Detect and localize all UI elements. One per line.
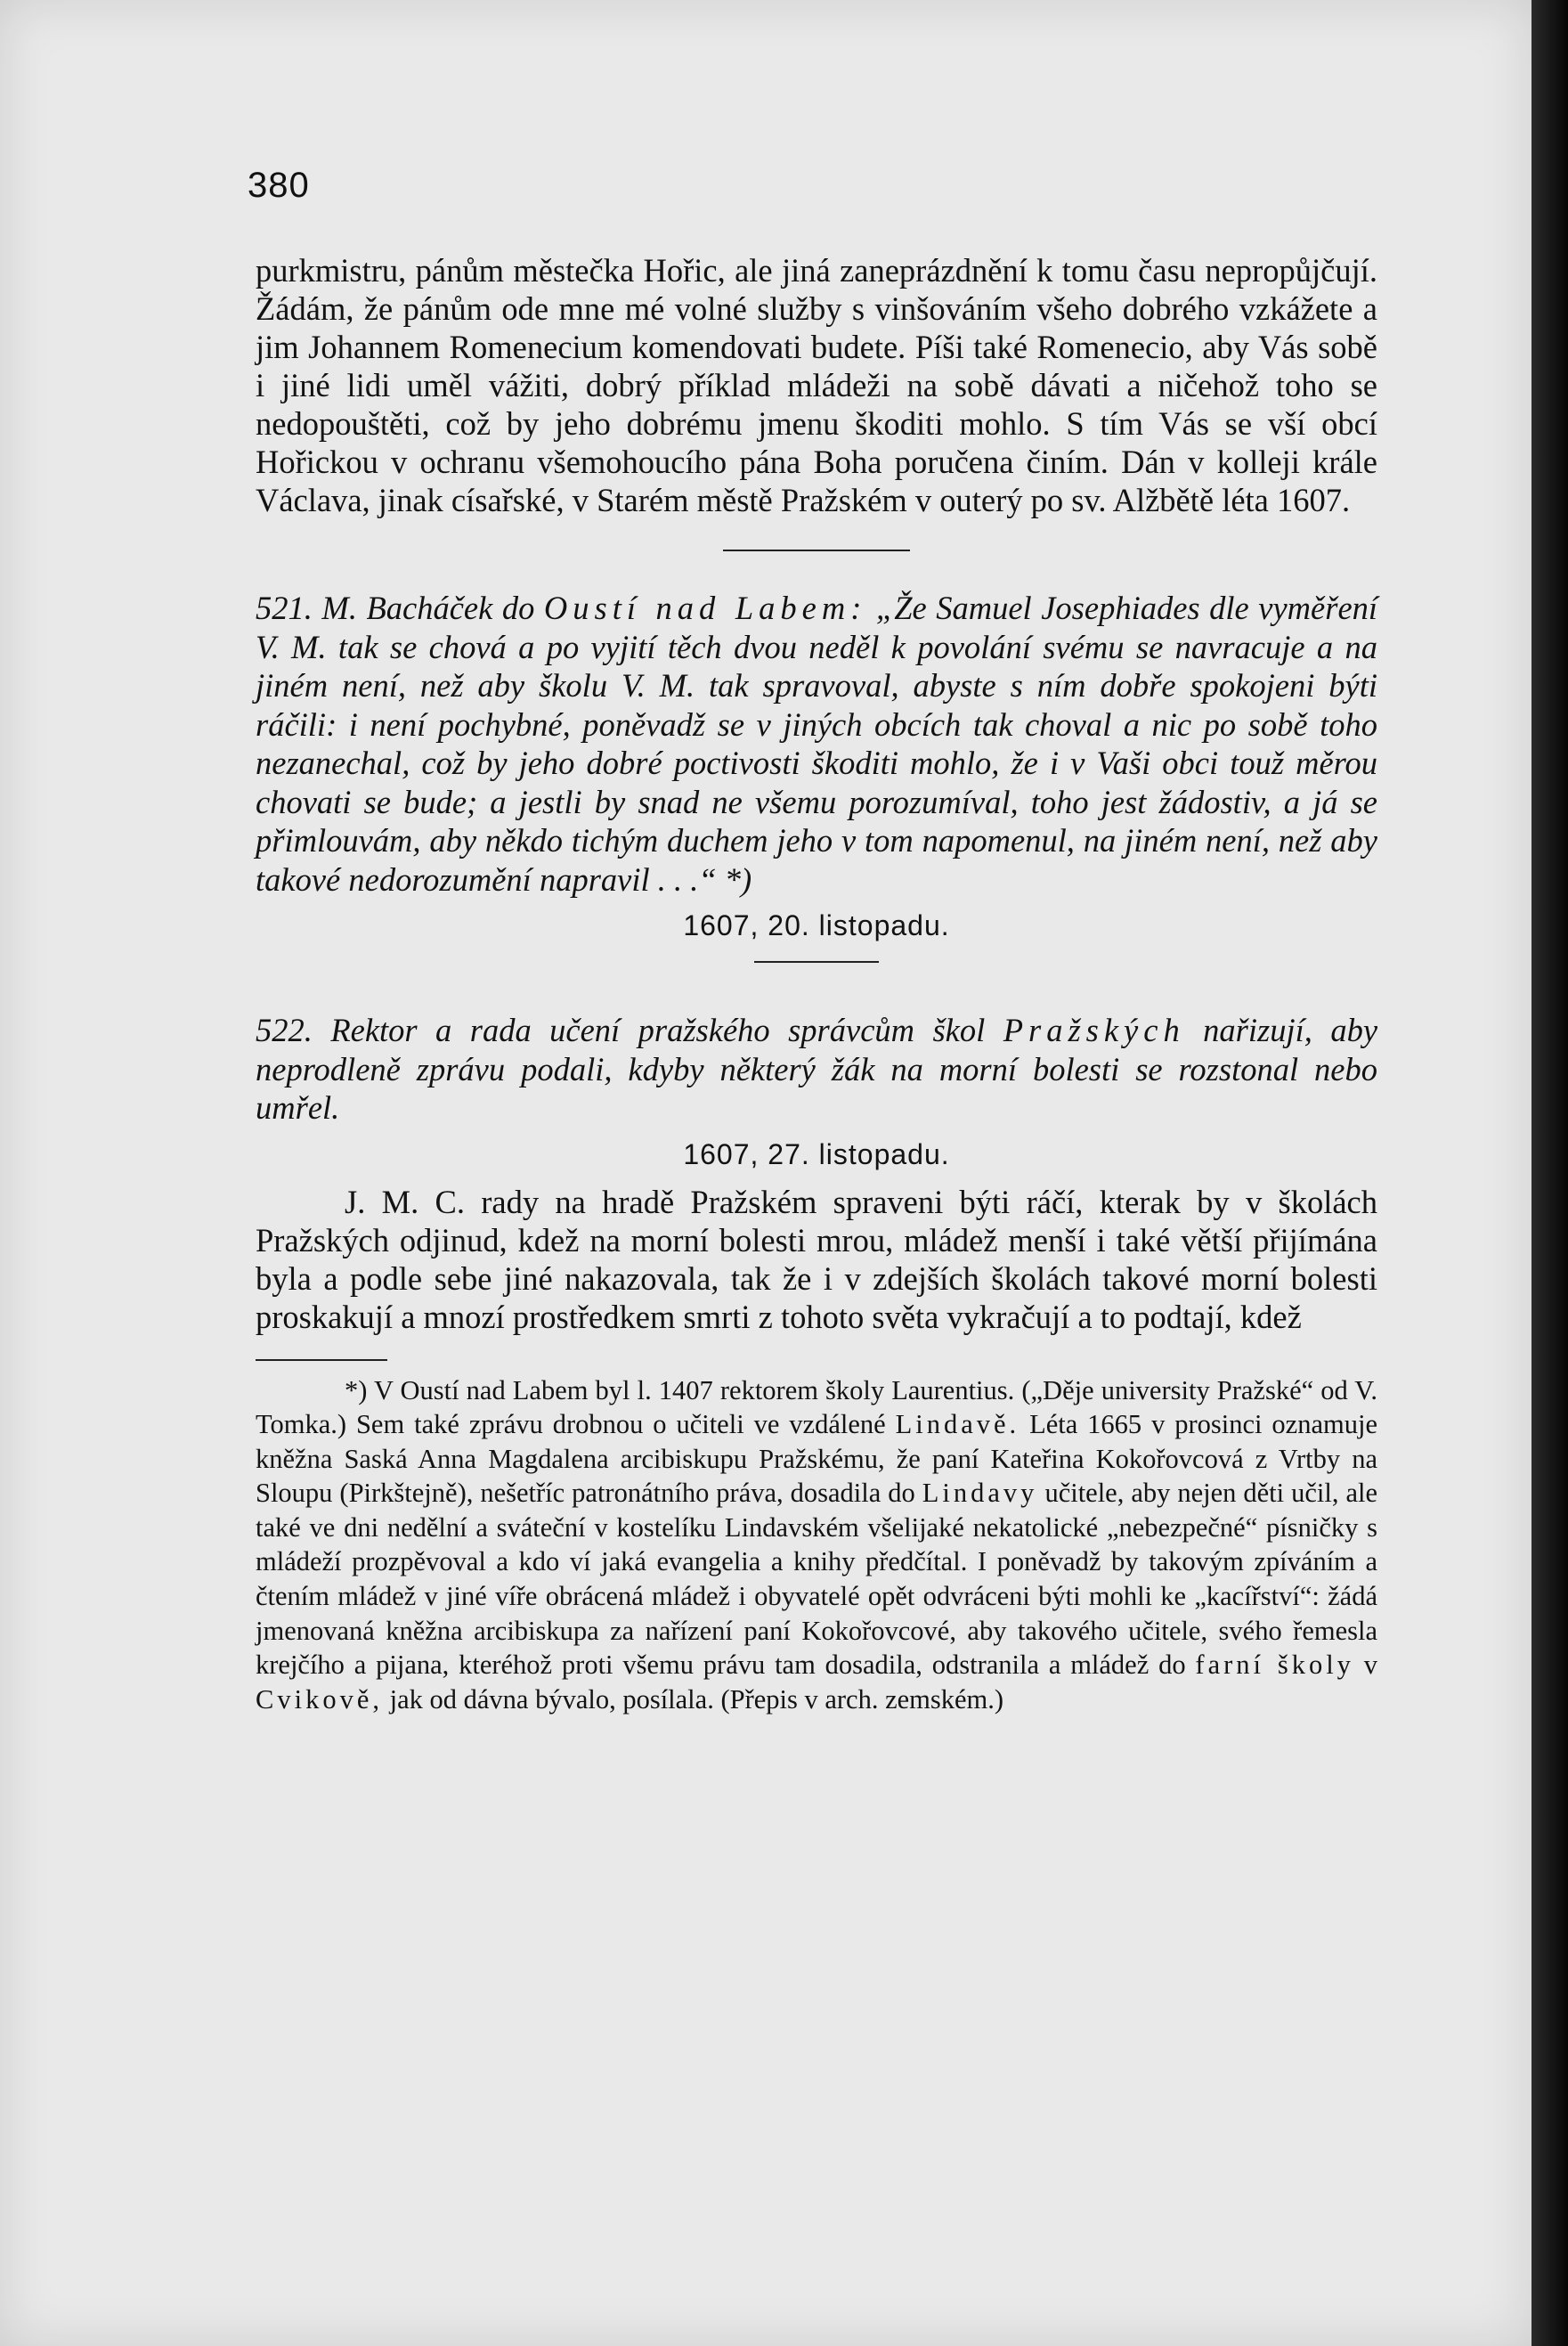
scan-edge bbox=[1531, 0, 1568, 2346]
entry-521-author: M. Bacháček do bbox=[321, 590, 535, 626]
footnote-place-3: farní školy bbox=[1195, 1650, 1354, 1681]
entry-522-title-rest: nařizují, aby neprodleně zprávu podali, kdyby některý žák na morní bolesti se rozstonal nebo umřel. bbox=[256, 1012, 1378, 1126]
footnote-part-1: *) V Oustí nad Labem byl l. 1407 rektorem školy Laurentius. („Děje university Pražské“ od V. Tomka.) Sem také zprávu drobnou o učiteli ve vzdálené bbox=[256, 1374, 1377, 1440]
entry-522-number: 522. bbox=[256, 1012, 313, 1048]
section-divider bbox=[754, 961, 879, 963]
page-content bbox=[256, 251, 1377, 1716]
section-divider bbox=[723, 550, 910, 551]
page-number: 380 bbox=[248, 166, 310, 205]
entry-521-date: 1607, 20. listopadu. bbox=[683, 909, 950, 941]
letter-paragraph: purkmistru, pánům městečka Hořic, ale jiná zaneprázdnění k tomu času nepropůjčují. Žádám, že pánům ode mne mé volné služby s vinšováním všeho dobrého vzkážete a jim Johannem Romenecium komendovati budete. Píši také Romenecio, aby Vás sobě i jiné lidi uměl vážiti, dobrý příklad mládeži na sobě dávati a ničehož toho se nedopouštěti, což by jeho dobrému jmenu škoditi mohlo. S tím Vás se vší obcí Hořickou v ochranu všemohoucího pána Boha poručena činím. Dán v kolleji krále Václava, jinak císařské, v Starém městě Pražském v outerý po sv. Alžbětě léta 1607. bbox=[256, 252, 1377, 518]
entry-522-paragraph: J. M. C. rady na hradě Pražském spraveni býti ráčí, kterak by v školách Pražských odjinud, kdež na morní bolesti mrou, mládež menší i také větší přijímána byla a podle sebe jiné nakazovala, tak že i v zdejších školách takové morní bolesti proskakují a mnozí prostředkem smrti z tohoto světa vykračují a to podtají, kdež bbox=[256, 1183, 1377, 1335]
entry-521-place: Oustí nad Labem: bbox=[543, 590, 867, 626]
entry-521-number: 521. bbox=[256, 590, 313, 626]
entry-521-text: „Že Samuel Josephiades dle vyměření V. M. tak se chová a po vyjití těch dvou neděl k povolání svému se navracuje a na jiném není, než aby školu V. M. tak spravoval, abyste s ním dobře spokojeni býti ráčili: i není pochybné, poněvadž se v jiných obcích tak choval a nic po sobě toho nezanechal, což by jeho dobré poctivosti škoditi mohlo, že i v Vaši obci touž měrou chovati se bude; a jestli by snad ne všemu porozumíval, toho jest žádostiv, a já se přimlouvám, aby někdo tichým duchem jeho v tom napomenul, na jiném není, než aby takové nedorozumění napravil . . .“ *) bbox=[256, 590, 1378, 898]
entry-522-title: Rektor a rada učení pražského správcům škol bbox=[330, 1012, 986, 1048]
footnote-divider bbox=[256, 1359, 387, 1361]
footnote-part-5: jak od dávna bývalo, posílala. (Přepis v arch. zemském.) bbox=[389, 1683, 1004, 1715]
footnote-part-3: učitele, aby nejen děti učil, ale také ve dni nedělní a sváteční v kostelíku Lindavském všelijaké nekatolické „nebezpečné“ písničky s mládeží prozpěvoval a kdo ví jaká evangelia a knihy předčítal. I poněvadž by takovým zpíváním a čtením mládež v jiné víře obrácená mládež i obyvatelé opět odvráceni býti mohli ke „kacířství“: žádá jmenovaná kněžna arcibiskupa za nařízení paní Kokořovcové, aby takového učitele, svého řemesla krejčího a pijana, kteréhož proti všemu právu tam dosadila, odstranila a mládež do bbox=[256, 1478, 1378, 1681]
entry-521 bbox=[256, 589, 1377, 899]
entry-522-date: 1607, 27. listopadu. bbox=[683, 1137, 950, 1170]
footnote bbox=[256, 1373, 1377, 1717]
footnote-place-1: Lindavě. bbox=[895, 1409, 1020, 1440]
footnote-part-2: Léta 1665 v prosinci oznamuje kněžna Saská Anna Magdalena arcibiskupu Pražskému, že paní Kateřina Kokořovcová z Vrtby na Sloupu (Pirkštejně), nešetříc patronátního práva, dosadila do bbox=[256, 1409, 1377, 1509]
footnote-place-4: Cvikově, bbox=[256, 1683, 383, 1715]
entry-522-spaced-word: Pražských bbox=[1003, 1012, 1185, 1048]
footnote-part-4: v bbox=[1363, 1650, 1377, 1681]
footnote-place-2: Lindavy bbox=[922, 1478, 1038, 1509]
entry-522-heading bbox=[256, 1011, 1377, 1128]
